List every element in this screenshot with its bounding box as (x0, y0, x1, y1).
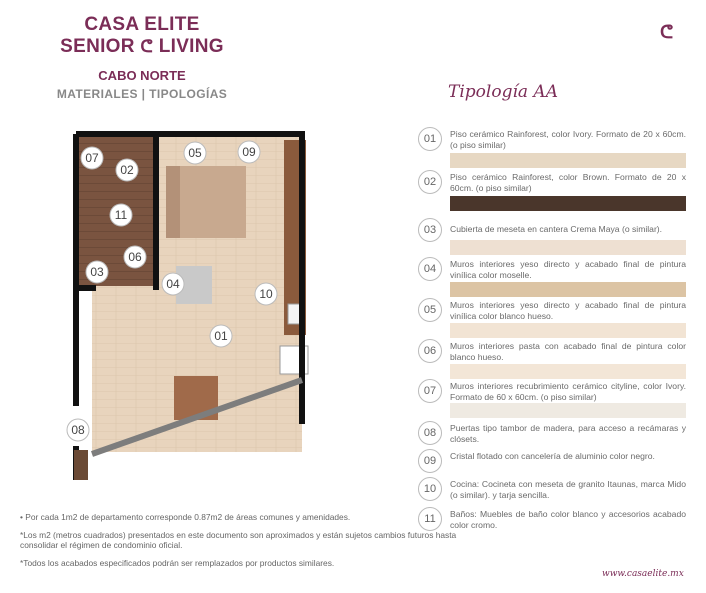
item-number: 06 (418, 339, 442, 363)
footnotes (20, 512, 490, 572)
item-description: Muros interiores pasta con acabado final de pintura color blanco hueso. (450, 341, 686, 362)
footnote-m2: *Los m2 (metros cuadrados) presentados en este documento son aproximados y están sujetos cambios futuros hasta consolidar el régimen de condominio oficial. (20, 530, 457, 550)
website-link[interactable]: www.casaelite.mx (602, 569, 684, 579)
logo-icon: ᕦ (660, 22, 674, 42)
brand-name-line1: CASA ELITE (84, 14, 200, 35)
svg-text:01: 01 (214, 329, 228, 343)
material-swatch (450, 196, 686, 211)
item-description: Cubierta de meseta en cantera Crema Maya (o similar). (450, 224, 663, 234)
material-swatch (450, 323, 686, 338)
material-swatch (450, 153, 686, 168)
section-subtitle: MATERIALES | TIPOLOGÍAS (56, 87, 228, 101)
svg-text:07: 07 (85, 151, 99, 165)
item-number: 01 (418, 127, 442, 151)
material-swatch (450, 364, 686, 379)
item-number: 07 (418, 379, 442, 403)
item-description: Cocina: Cocineta con meseta de granito Itaunas, marca Mido (o similar). y tarja sencilla. (450, 479, 686, 500)
brand-block (52, 14, 232, 101)
item-description: Muros interiores yeso directo y acabado final de pintura vinílica color blanco hueso. (450, 300, 686, 321)
svg-text:02: 02 (120, 163, 134, 177)
item-description: Cristal flotado con cancelería de aluminio color negro. (450, 451, 655, 461)
typology-title: Tipología AA (448, 82, 558, 102)
brand-mark-icon: ᕦ (140, 37, 154, 56)
item-number: 05 (418, 298, 442, 322)
svg-text:05: 05 (188, 146, 202, 160)
svg-text:11: 11 (114, 208, 128, 222)
svg-text:06: 06 (128, 250, 142, 264)
item-number: 03 (418, 218, 442, 242)
footnote-area: • Por cada 1m2 de departamento corresponde 0.87m2 de áreas comunes y amenidades. (20, 512, 351, 522)
footnote-finishes: *Todos los acabados especificados podrán ser remplazados por productos similares. (20, 558, 335, 568)
item-description: Puertas tipo tambor de madera, para acceso a recámaras y clósets. (450, 423, 686, 444)
svg-text:03: 03 (90, 265, 104, 279)
item-number: 10 (418, 477, 442, 501)
material-swatch (450, 403, 686, 418)
svg-text:10: 10 (259, 287, 273, 301)
item-description: Baños: Muebles de baño color blanco y accesorios acabado color cromo. (450, 509, 686, 530)
item-number: 11 (418, 507, 442, 531)
material-swatch (450, 282, 686, 297)
svg-text:04: 04 (166, 277, 180, 291)
location-title: CABO NORTE (98, 68, 186, 83)
svg-text:08: 08 (71, 423, 85, 437)
floor-plan (66, 128, 326, 488)
item-number: 08 (418, 421, 442, 445)
material-swatch (450, 240, 686, 255)
item-number: 09 (418, 449, 442, 473)
brand-name-line2: SENIOR ᕦ LIVING (60, 36, 224, 57)
item-number: 04 (418, 257, 442, 281)
item-number: 02 (418, 170, 442, 194)
item-description: Piso cerámico Rainforest, color Ivory. Formato de 20 x 60cm. (o piso similar) (450, 129, 686, 150)
item-description: Muros interiores recubrimiento cerámico cityline, color Ivory. Formato de 60 x 60cm. (o piso similar) (450, 381, 686, 402)
svg-text:09: 09 (242, 145, 256, 159)
item-description: Piso cerámico Rainforest, color Brown. Formato de 20 x 60cm. (o piso similar) (450, 172, 686, 193)
door (74, 450, 88, 480)
item-description: Muros interiores yeso directo y acabado final de pintura vinílica color moselle. (450, 259, 686, 280)
